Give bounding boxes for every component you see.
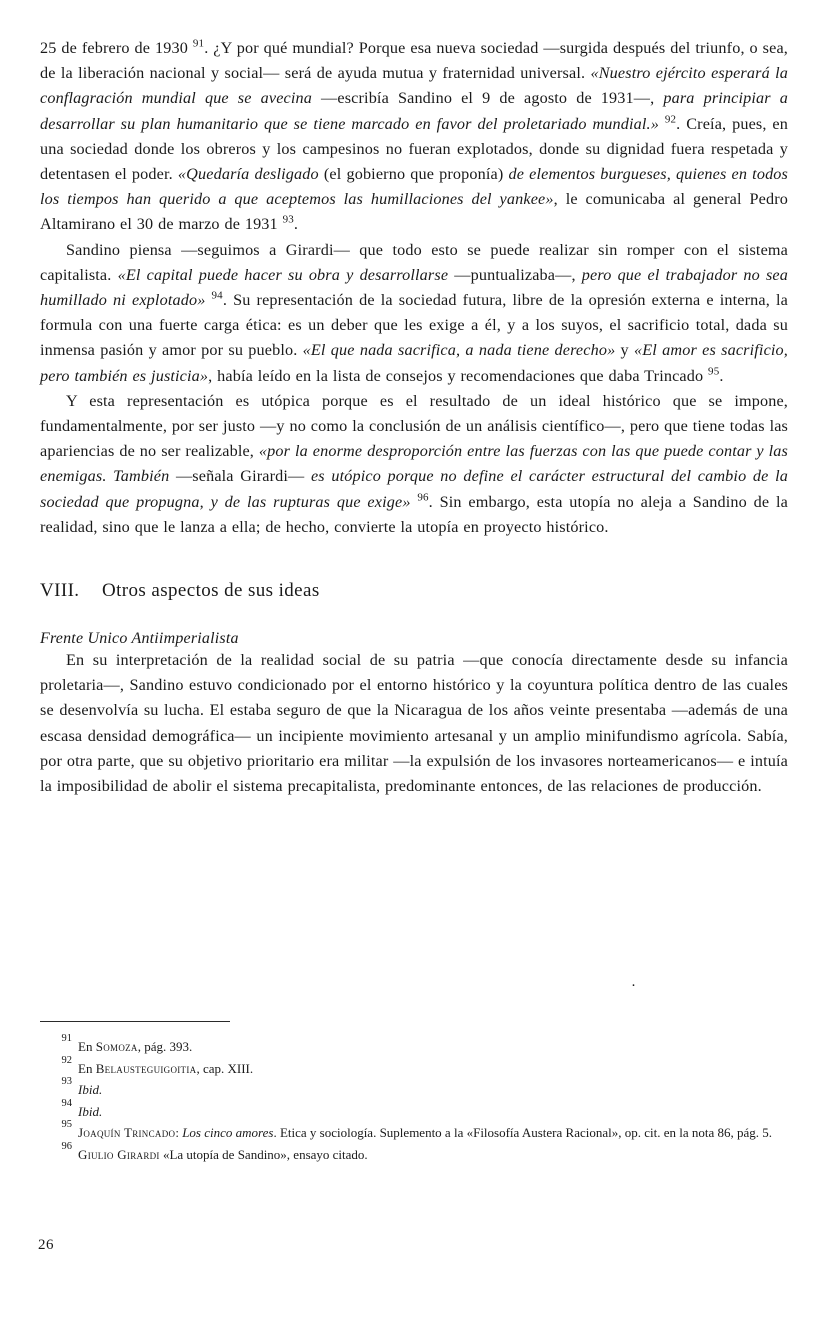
footnote-list: [40, 1033, 788, 1165]
footnote-item: $^{91}$En Somoza, pág. 393.: [61, 1033, 193, 1054]
stray-mark: ·: [631, 978, 636, 994]
footnote-item: $^{92}$En Belausteguigoitia, cap. XIII.: [61, 1054, 254, 1076]
subsection-heading: Frente Unico Antiimperialista: [40, 630, 239, 648]
paragraph: 25 de febrero de 1930 $^{91}$. ¿Y por qué mundial? Porque esa nueva sociedad —surgida después del triunfo, o sea, de la liberación nacional y social— será de ayuda mutua y fraternidad universal. «Nuestro ejército esperará la conflagración mundial que se avecina —escribía Sandino el 9 de agosto de 1931—, para principiar a desarrollar su plan humanitario que se tiene marcado en favor del proletariado mundial.» $^{92}$. Creía, pues, en una sociedad donde los obreros y los campesinos no fueran explotados, donde su dignidad fuera respetada y detentasen el poder. «Quedaría desligado (el gobierno que proponía) de elementos burgueses, quienes en todos los tiempos han querido a que aceptemos las humillaciones del yankee», le comunicaba al general Pedro Altamirano el 30 de marzo de 1931 $^{93}$.: [40, 37, 789, 234]
footnote-item: $^{96}$Giulio Girardi «La utopía de Sandino», ensayo citado.: [61, 1140, 368, 1162]
footnote-item: $^{94}$Ibid.: [61, 1097, 103, 1119]
section-number: VIII.: [40, 580, 80, 602]
paragraph: Y esta representación es utópica porque es el resultado de un ideal histórico que se impone, fundamentalmente, por ser justo —y no como la conclusión de un análisis científico—, pero que tiene todas las apariencias de no ser realizable, «por la enorme desproporción entre las fuerzas con las que puede contar y las enemigas. También —señala Girardi— es utópico porque no define el carácter estructural del cambio de la sociedad que propugna, y de las rupturas que exige» $^{96}$. Sin embargo, esta utopía no aleja a Sandino de la realidad, sino que le lanza a ella; de hecho, convierte la utopía en proyecto histórico.: [40, 391, 788, 536]
page-number: 26: [38, 1237, 54, 1253]
footnote-item: $^{93}$Ibid.: [61, 1076, 103, 1097]
section-title: Otros aspectos de sus ideas: [102, 580, 320, 602]
page-body-text: [40, 36, 788, 799]
section-heading: [40, 580, 788, 602]
paragraph: Sandino piensa —seguimos a Girardi— que todo esto se puede realizar sin romper con el sistema capitalista. «El capital puede hacer su obra y desarrollarse —puntualizaba—, pero que el trabajador no sea humillado ni explotado» $^{94}$. Su representación de la sociedad futura, libre de la opresión externa e interna, la formula con una fuerte carga ética: es un deber que les exige a él, y a los suyos, el sacrificio total, dada su inmensa pasión y amor por su pueblo. «El que nada sacrifica, a nada tiene derecho» y «El amor es sacrificio, pero también es justicia», había leído en la lista de consejos y recomendaciones que daba Trincado $^{95}$.: [40, 240, 789, 385]
footnote-separator: [40, 1021, 230, 1022]
paragraph: En su interpretación de la realidad social de su patria —que conocía directamente desde su infancia proletaria—, Sandino estuvo condicionado por el entorno histórico y la coyuntura política dentro de las cuales se desenvolvía su lucha. El estaba seguro de que la Nicaragua de los años veinte presentaba —además de una escasa densidad demográfica— un incipiente movimiento artesanal y un amplio minifundismo agrícola. Sabía, por otra parte, que su objetivo prioritario era militar —la expulsión de los invasores norteamericanos— e intuía la imposibilidad de abolir el sistema precapitalista, predominante entonces, de las relaciones de producción.: [40, 651, 788, 796]
footnote-item: $^{95}$Joaquín Trincado: Los cinco amores. Etica y sociología. Suplemento a la «Filosofía Austera Racional», op. cit. en la nota 86, pág. 5.: [61, 1119, 773, 1140]
